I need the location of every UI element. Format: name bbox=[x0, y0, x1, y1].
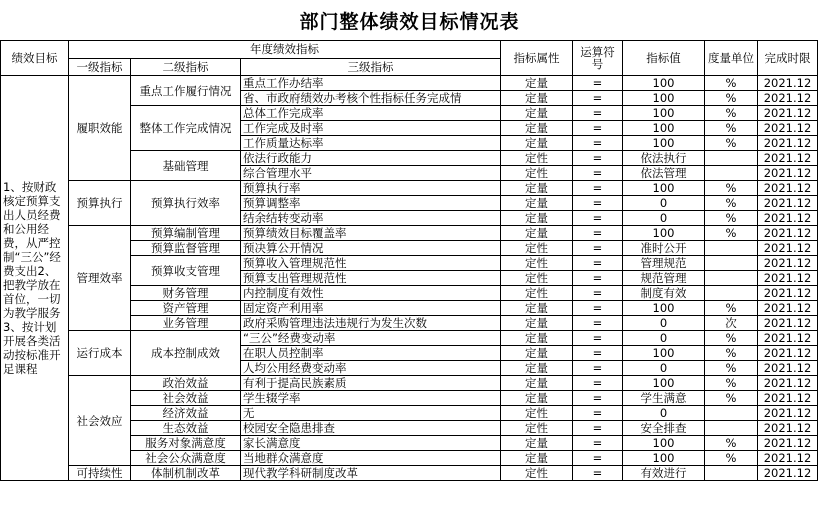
value-cell: 100 bbox=[623, 136, 705, 151]
attr-cell: 定量 bbox=[501, 316, 573, 331]
level3-cell: 总体工作完成率 bbox=[241, 106, 501, 121]
value-cell: 100 bbox=[623, 376, 705, 391]
header-goal: 绩效目标 bbox=[1, 41, 69, 76]
level2-cell: 经济效益 bbox=[131, 406, 241, 421]
unit-cell: % bbox=[705, 211, 758, 226]
level3-cell: 人均公用经费变动率 bbox=[241, 361, 501, 376]
level3-cell: 预算支出管理规范性 bbox=[241, 271, 501, 286]
level3-cell: 当地群众满意度 bbox=[241, 451, 501, 466]
goal-text: 1、按财政核定预算支出人员经费和公用经费，从严控制“三公”经费支出2、把教学放在首位，一切为教学服务3、按计划开展各类活动按标准开足课程 bbox=[1, 76, 69, 481]
deadline-cell: 2021.12 bbox=[758, 226, 818, 241]
level2-cell: 预算执行效率 bbox=[131, 181, 241, 226]
op-cell: = bbox=[573, 316, 623, 331]
header-annual: 年度绩效指标 bbox=[69, 41, 501, 59]
level3-cell: “三公”经费变动率 bbox=[241, 331, 501, 346]
value-cell: 0 bbox=[623, 361, 705, 376]
deadline-cell: 2021.12 bbox=[758, 241, 818, 256]
attr-cell: 定量 bbox=[501, 121, 573, 136]
unit-cell: % bbox=[705, 106, 758, 121]
attr-cell: 定性 bbox=[501, 406, 573, 421]
value-cell: 100 bbox=[623, 76, 705, 91]
attr-cell: 定性 bbox=[501, 241, 573, 256]
attr-cell: 定性 bbox=[501, 151, 573, 166]
level3-cell: 预算绩效目标覆盖率 bbox=[241, 226, 501, 241]
table-row bbox=[1, 331, 818, 346]
table-row bbox=[1, 76, 818, 91]
attr-cell: 定量 bbox=[501, 136, 573, 151]
value-cell: 学生满意 bbox=[623, 391, 705, 406]
header-op: 运算符号 bbox=[573, 41, 623, 76]
deadline-cell: 2021.12 bbox=[758, 136, 818, 151]
level2-cell: 服务对象满意度 bbox=[131, 436, 241, 451]
unit-cell: % bbox=[705, 391, 758, 406]
level3-cell: 校园安全隐患排查 bbox=[241, 421, 501, 436]
level2-cell: 资产管理 bbox=[131, 301, 241, 316]
attr-cell: 定性 bbox=[501, 421, 573, 436]
value-cell: 0 bbox=[623, 196, 705, 211]
op-cell: = bbox=[573, 121, 623, 136]
attr-cell: 定量 bbox=[501, 331, 573, 346]
value-cell: 100 bbox=[623, 436, 705, 451]
header-level1: 一级指标 bbox=[69, 58, 131, 76]
attr-cell: 定量 bbox=[501, 91, 573, 106]
op-cell: = bbox=[573, 361, 623, 376]
level2-cell: 社会效益 bbox=[131, 391, 241, 406]
table-row bbox=[1, 466, 818, 481]
deadline-cell: 2021.12 bbox=[758, 376, 818, 391]
attr-cell: 定量 bbox=[501, 451, 573, 466]
op-cell: = bbox=[573, 271, 623, 286]
value-cell: 管理规范 bbox=[623, 256, 705, 271]
page-title: 部门整体绩效目标情况表 bbox=[299, 10, 520, 33]
unit-cell: % bbox=[705, 136, 758, 151]
attr-cell: 定量 bbox=[501, 226, 573, 241]
attr-cell: 定量 bbox=[501, 361, 573, 376]
level2-cell: 体制机制改革 bbox=[131, 466, 241, 481]
deadline-cell: 2021.12 bbox=[758, 106, 818, 121]
level2-cell: 社会公众满意度 bbox=[131, 451, 241, 466]
level1-cell: 运行成本 bbox=[69, 331, 131, 376]
value-cell: 依法执行 bbox=[623, 151, 705, 166]
level2-cell: 政治效益 bbox=[131, 376, 241, 391]
level3-cell: 省、市政府绩效办考核个性指标任务完成情 bbox=[241, 91, 501, 106]
value-cell: 100 bbox=[623, 91, 705, 106]
op-cell: = bbox=[573, 391, 623, 406]
deadline-cell: 2021.12 bbox=[758, 406, 818, 421]
deadline-cell: 2021.12 bbox=[758, 421, 818, 436]
deadline-cell: 2021.12 bbox=[758, 361, 818, 376]
level3-cell: 工作完成及时率 bbox=[241, 121, 501, 136]
unit-cell: % bbox=[705, 331, 758, 346]
level3-cell: 预算调整率 bbox=[241, 196, 501, 211]
level3-cell: 无 bbox=[241, 406, 501, 421]
deadline-cell: 2021.12 bbox=[758, 211, 818, 226]
level3-cell: 重点工作办结率 bbox=[241, 76, 501, 91]
unit-cell: % bbox=[705, 76, 758, 91]
level3-cell: 预算执行率 bbox=[241, 181, 501, 196]
level3-cell: 家长满意度 bbox=[241, 436, 501, 451]
value-cell: 100 bbox=[623, 226, 705, 241]
op-cell: = bbox=[573, 106, 623, 121]
deadline-cell: 2021.12 bbox=[758, 121, 818, 136]
level3-cell: 学生辍学率 bbox=[241, 391, 501, 406]
deadline-cell: 2021.12 bbox=[758, 181, 818, 196]
attr-cell: 定量 bbox=[501, 211, 573, 226]
unit-cell bbox=[705, 151, 758, 166]
value-cell: 100 bbox=[623, 301, 705, 316]
attr-cell: 定量 bbox=[501, 301, 573, 316]
op-cell: = bbox=[573, 151, 623, 166]
attr-cell: 定量 bbox=[501, 106, 573, 121]
header-unit: 度量单位 bbox=[705, 41, 758, 76]
level2-cell: 预算监督管理 bbox=[131, 241, 241, 256]
level2-cell: 生态效益 bbox=[131, 421, 241, 436]
table-row bbox=[1, 226, 818, 241]
deadline-cell: 2021.12 bbox=[758, 466, 818, 481]
level3-cell: 在职人员控制率 bbox=[241, 346, 501, 361]
op-cell: = bbox=[573, 301, 623, 316]
value-cell: 100 bbox=[623, 121, 705, 136]
deadline-cell: 2021.12 bbox=[758, 316, 818, 331]
header-row-1 bbox=[1, 41, 818, 59]
unit-cell: % bbox=[705, 121, 758, 136]
op-cell: = bbox=[573, 136, 623, 151]
op-cell: = bbox=[573, 91, 623, 106]
op-cell: = bbox=[573, 166, 623, 181]
op-cell: = bbox=[573, 286, 623, 301]
op-cell: = bbox=[573, 256, 623, 271]
deadline-cell: 2021.12 bbox=[758, 436, 818, 451]
value-cell: 100 bbox=[623, 106, 705, 121]
deadline-cell: 2021.12 bbox=[758, 451, 818, 466]
deadline-cell: 2021.12 bbox=[758, 331, 818, 346]
header-value: 指标值 bbox=[623, 41, 705, 76]
deadline-cell: 2021.12 bbox=[758, 166, 818, 181]
value-cell: 0 bbox=[623, 316, 705, 331]
unit-cell bbox=[705, 421, 758, 436]
attr-cell: 定量 bbox=[501, 76, 573, 91]
header-deadline: 完成时限 bbox=[758, 41, 818, 76]
level3-cell: 内控制度有效性 bbox=[241, 286, 501, 301]
value-cell: 准时公开 bbox=[623, 241, 705, 256]
op-cell: = bbox=[573, 196, 623, 211]
deadline-cell: 2021.12 bbox=[758, 301, 818, 316]
level1-cell: 可持续性 bbox=[69, 466, 131, 481]
attr-cell: 定量 bbox=[501, 376, 573, 391]
deadline-cell: 2021.12 bbox=[758, 346, 818, 361]
deadline-cell: 2021.12 bbox=[758, 76, 818, 91]
header-attr: 指标属性 bbox=[501, 41, 573, 76]
unit-cell bbox=[705, 466, 758, 481]
level2-cell: 基础管理 bbox=[131, 151, 241, 181]
level3-cell: 结余结转变动率 bbox=[241, 211, 501, 226]
unit-cell: % bbox=[705, 181, 758, 196]
deadline-cell: 2021.12 bbox=[758, 256, 818, 271]
unit-cell: 次 bbox=[705, 316, 758, 331]
value-cell: 安全排查 bbox=[623, 421, 705, 436]
value-cell: 0 bbox=[623, 211, 705, 226]
level3-cell: 综合管理水平 bbox=[241, 166, 501, 181]
op-cell: = bbox=[573, 376, 623, 391]
op-cell: = bbox=[573, 421, 623, 436]
level2-cell: 财务管理 bbox=[131, 286, 241, 301]
op-cell: = bbox=[573, 211, 623, 226]
op-cell: = bbox=[573, 466, 623, 481]
value-cell: 有效进行 bbox=[623, 466, 705, 481]
deadline-cell: 2021.12 bbox=[758, 151, 818, 166]
deadline-cell: 2021.12 bbox=[758, 391, 818, 406]
table-row bbox=[1, 376, 818, 391]
level2-cell: 重点工作履行情况 bbox=[131, 76, 241, 106]
attr-cell: 定量 bbox=[501, 346, 573, 361]
deadline-cell: 2021.12 bbox=[758, 271, 818, 286]
attr-cell: 定性 bbox=[501, 271, 573, 286]
op-cell: = bbox=[573, 451, 623, 466]
op-cell: = bbox=[573, 241, 623, 256]
attr-cell: 定性 bbox=[501, 286, 573, 301]
unit-cell bbox=[705, 256, 758, 271]
level1-cell: 管理效率 bbox=[69, 226, 131, 331]
attr-cell: 定量 bbox=[501, 181, 573, 196]
level3-cell: 政府采购管理违法违规行为发生次数 bbox=[241, 316, 501, 331]
level2-cell: 成本控制成效 bbox=[131, 331, 241, 376]
unit-cell: % bbox=[705, 301, 758, 316]
attr-cell: 定性 bbox=[501, 256, 573, 271]
value-cell: 100 bbox=[623, 181, 705, 196]
attr-cell: 定性 bbox=[501, 466, 573, 481]
attr-cell: 定量 bbox=[501, 196, 573, 211]
value-cell: 0 bbox=[623, 331, 705, 346]
value-cell: 规范管理 bbox=[623, 271, 705, 286]
attr-cell: 定量 bbox=[501, 436, 573, 451]
op-cell: = bbox=[573, 181, 623, 196]
unit-cell bbox=[705, 286, 758, 301]
value-cell: 依法管理 bbox=[623, 166, 705, 181]
attr-cell: 定性 bbox=[501, 166, 573, 181]
op-cell: = bbox=[573, 331, 623, 346]
level3-cell: 固定资产利用率 bbox=[241, 301, 501, 316]
unit-cell: % bbox=[705, 91, 758, 106]
op-cell: = bbox=[573, 436, 623, 451]
value-cell: 100 bbox=[623, 451, 705, 466]
attr-cell: 定量 bbox=[501, 391, 573, 406]
level2-cell: 预算收支管理 bbox=[131, 256, 241, 286]
unit-cell: % bbox=[705, 226, 758, 241]
level1-cell: 履职效能 bbox=[69, 76, 131, 181]
unit-cell bbox=[705, 406, 758, 421]
level2-cell: 整体工作完成情况 bbox=[131, 106, 241, 151]
unit-cell bbox=[705, 166, 758, 181]
op-cell: = bbox=[573, 346, 623, 361]
level3-cell: 现代教学科研制度改革 bbox=[241, 466, 501, 481]
level2-cell: 预算编制管理 bbox=[131, 226, 241, 241]
op-cell: = bbox=[573, 76, 623, 91]
level3-cell: 预决算公开情况 bbox=[241, 241, 501, 256]
level1-cell: 预算执行 bbox=[69, 181, 131, 226]
deadline-cell: 2021.12 bbox=[758, 196, 818, 211]
op-cell: = bbox=[573, 406, 623, 421]
level3-cell: 预算收入管理规范性 bbox=[241, 256, 501, 271]
op-cell: = bbox=[573, 226, 623, 241]
unit-cell: % bbox=[705, 361, 758, 376]
deadline-cell: 2021.12 bbox=[758, 286, 818, 301]
performance-table bbox=[0, 40, 818, 481]
level3-cell: 工作质量达标率 bbox=[241, 136, 501, 151]
level3-cell: 有利于提高民族素质 bbox=[241, 376, 501, 391]
unit-cell bbox=[705, 271, 758, 286]
header-level3: 三级指标 bbox=[241, 58, 501, 76]
unit-cell: % bbox=[705, 436, 758, 451]
unit-cell: % bbox=[705, 376, 758, 391]
level1-cell: 社会效应 bbox=[69, 376, 131, 466]
level3-cell: 依法行政能力 bbox=[241, 151, 501, 166]
header-level2: 二级指标 bbox=[131, 58, 241, 76]
unit-cell: % bbox=[705, 346, 758, 361]
unit-cell: % bbox=[705, 196, 758, 211]
value-cell: 100 bbox=[623, 346, 705, 361]
level2-cell: 业务管理 bbox=[131, 316, 241, 331]
unit-cell bbox=[705, 241, 758, 256]
deadline-cell: 2021.12 bbox=[758, 91, 818, 106]
value-cell: 0 bbox=[623, 406, 705, 421]
unit-cell: % bbox=[705, 451, 758, 466]
value-cell: 制度有效 bbox=[623, 286, 705, 301]
table-row bbox=[1, 181, 818, 196]
